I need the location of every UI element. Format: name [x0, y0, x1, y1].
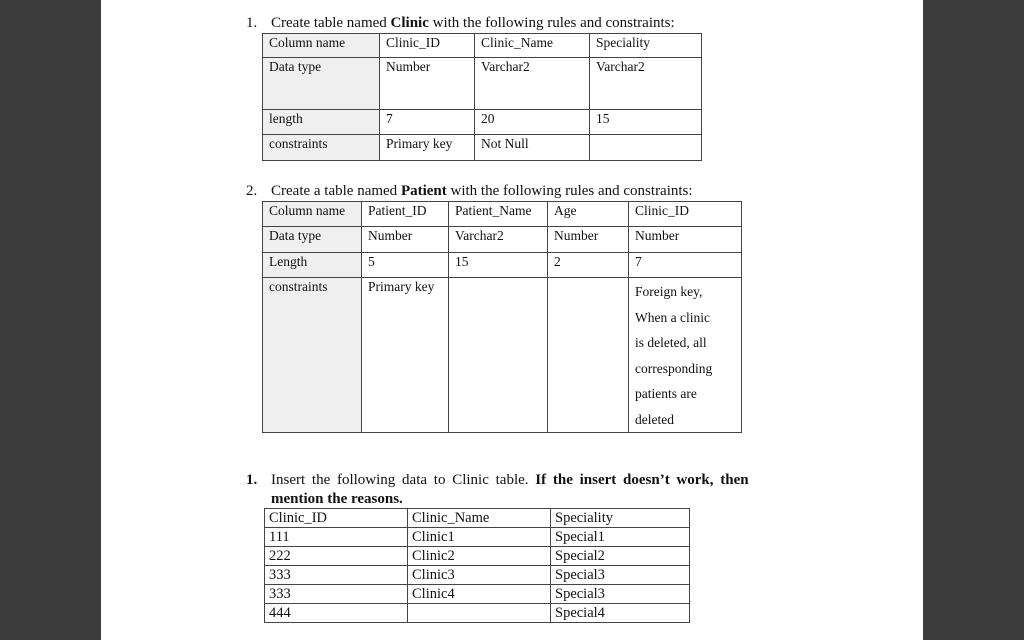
- table-cell: Clinic2: [408, 547, 551, 566]
- table-row: [263, 253, 742, 278]
- table-cell: Clinic3: [408, 566, 551, 585]
- table-cell: 20: [475, 110, 590, 135]
- column-header: Clinic_ID: [265, 509, 408, 528]
- right-margin-bar: [923, 0, 1024, 640]
- table-row: [263, 58, 702, 110]
- table-row: [263, 227, 742, 253]
- table-cell: 444: [265, 604, 408, 623]
- table-cell: Clinic_Name: [475, 34, 590, 58]
- row-label: Column name: [263, 34, 380, 58]
- table-cell: Special2: [551, 547, 690, 566]
- section2-heading: Create a table named Patient with the following rules and constraints:: [271, 183, 693, 199]
- table-cell: Primary key: [380, 135, 475, 161]
- clinic-definition-table: [262, 33, 702, 161]
- table-cell: Patient_Name: [449, 202, 548, 227]
- table-cell: Varchar2: [475, 58, 590, 110]
- table-cell: Number: [548, 227, 629, 253]
- table-row: [263, 278, 742, 433]
- table-row: [263, 34, 702, 58]
- row-label: Length: [263, 253, 362, 278]
- table-cell: Varchar2: [449, 227, 548, 253]
- section3-heading-line2: mention the reasons.: [271, 491, 403, 507]
- table-row: [265, 604, 690, 623]
- section3-heading-line1: Insert the following data to Clinic table. If the insert doesn’t work, then: [271, 472, 749, 488]
- section1-number: 1.: [246, 15, 258, 31]
- table-cell: Clinic4: [408, 585, 551, 604]
- table-cell: 15: [449, 253, 548, 278]
- table-cell: Clinic1: [408, 528, 551, 547]
- table-row: [265, 566, 690, 585]
- table-cell: 333: [265, 585, 408, 604]
- table-cell: 111: [265, 528, 408, 547]
- row-label: constraints: [263, 278, 362, 433]
- table-row: [265, 528, 690, 547]
- table-row: [265, 547, 690, 566]
- fk-line: deleted: [635, 411, 674, 427]
- table-cell: [449, 278, 548, 433]
- table-cell: Special1: [551, 528, 690, 547]
- table-cell: Number: [629, 227, 742, 253]
- section2-table-name: Patient: [400, 183, 447, 199]
- table-cell: Special3: [551, 566, 690, 585]
- table-cell: Not Null: [475, 135, 590, 161]
- table-header-row: [265, 509, 690, 528]
- column-header: Clinic_Name: [408, 509, 551, 528]
- table-cell: 7: [380, 110, 475, 135]
- column-header: Speciality: [551, 509, 690, 528]
- table-cell: Special3: [551, 585, 690, 604]
- row-label: Data type: [263, 58, 380, 110]
- row-label: Data type: [263, 227, 362, 253]
- table-cell: 222: [265, 547, 408, 566]
- row-label: Column name: [263, 202, 362, 227]
- left-margin-bar: [0, 0, 101, 640]
- table-cell: Clinic_ID: [380, 34, 475, 58]
- section1-heading: Create table named Clinic with the following rules and constraints:: [271, 15, 675, 31]
- table-row: [263, 202, 742, 227]
- section3-number: 1.: [246, 472, 258, 488]
- foreign-key-constraint-cell: [629, 278, 742, 433]
- patient-definition-table: [262, 201, 742, 433]
- table-cell: Special4: [551, 604, 690, 623]
- table-cell: Number: [380, 58, 475, 110]
- table-cell: Speciality: [590, 34, 702, 58]
- fk-line: is deleted, all: [635, 335, 707, 350]
- document-page: [101, 0, 923, 640]
- table-cell: [408, 604, 551, 623]
- fk-line: corresponding: [635, 360, 713, 376]
- table-cell: Varchar2: [590, 58, 702, 110]
- section2-number: 2.: [246, 183, 258, 199]
- row-label: constraints: [263, 135, 380, 161]
- clinic-insert-data-table: [264, 508, 690, 623]
- table-cell: Number: [362, 227, 449, 253]
- fk-line: patients are: [635, 386, 697, 401]
- section1-table-name: Clinic: [390, 15, 429, 31]
- table-cell: 2: [548, 253, 629, 278]
- table-cell: Age: [548, 202, 629, 227]
- table-cell: [548, 278, 629, 433]
- fk-line: When a clinic: [635, 309, 710, 325]
- row-label: length: [263, 110, 380, 135]
- table-cell: Patient_ID: [362, 202, 449, 227]
- table-row: [265, 585, 690, 604]
- fk-line: Foreign key,: [635, 284, 703, 299]
- table-cell: Primary key: [362, 278, 449, 433]
- table-row: [263, 110, 702, 135]
- table-cell: [590, 135, 702, 161]
- table-cell: 5: [362, 253, 449, 278]
- table-row: [263, 135, 702, 161]
- table-cell: Clinic_ID: [629, 202, 742, 227]
- table-cell: 7: [629, 253, 742, 278]
- table-cell: 333: [265, 566, 408, 585]
- table-cell: 15: [590, 110, 702, 135]
